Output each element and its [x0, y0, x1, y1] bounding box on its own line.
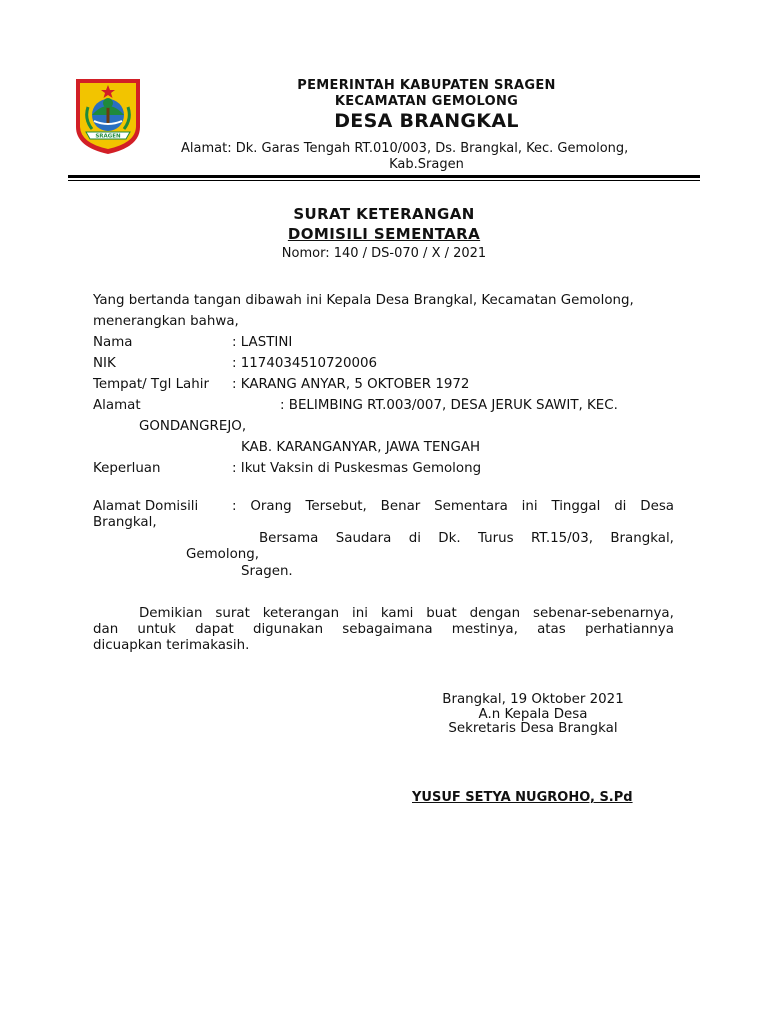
letter-title: SURAT KETERANGAN: [293, 205, 475, 223]
domisili-word: Tersebut,: [305, 499, 367, 514]
closing-line-2: [93, 622, 674, 637]
field-label-ttl: Tempat/ Tgl Lahir: [93, 377, 209, 392]
field-label-nama: Nama: [93, 335, 133, 350]
domisili-line-2: Brangkal,: [93, 515, 157, 530]
closing-word: buat: [426, 606, 457, 621]
closing-word: surat: [215, 606, 250, 621]
closing-word: kami: [380, 606, 414, 621]
field-value-alamat-1: : BELIMBING RT.003/007, DESA JERUK SAWIT, KEC.: [280, 398, 618, 413]
closing-word: ini: [352, 606, 368, 621]
closing-word: dan: [93, 622, 119, 637]
closing-word: atas: [537, 622, 566, 637]
intro-line-2: menerangkan bahwa,: [93, 314, 239, 329]
domisili-word: Dk.: [438, 531, 461, 546]
intro-line-1: Yang bertanda tangan dibawah ini Kepala Desa Brangkal, Kecamatan Gemolong,: [93, 293, 634, 308]
field-label-keperluan: Keperluan: [93, 461, 161, 476]
domisili-word: Benar: [380, 499, 421, 514]
field-value-alamat-3: KAB. KARANGANYAR, JAWA TENGAH: [241, 440, 481, 455]
closing-line-1: [139, 606, 674, 621]
domisili-word: Desa: [640, 499, 674, 514]
field-value-keperluan: : Ikut Vaksin di Puskesmas Gemolong: [232, 461, 482, 476]
header-district: KECAMATAN GEMOLONG: [334, 94, 519, 109]
closing-word: keterangan: [262, 606, 340, 621]
header-address-line1: Alamat: Dk. Garas Tengah RT.010/003, Ds. Brangkal, Kec. Gemolong,: [181, 141, 629, 156]
closing-word: digunakan: [252, 622, 324, 637]
closing-word: mestinya,: [451, 622, 518, 637]
domisili-word: Turus: [477, 531, 514, 546]
domisili-line-3: [259, 531, 674, 546]
signatory-name: YUSUF SETYA NUGROHO, S.Pd: [412, 790, 633, 805]
closing-word: Demikian: [139, 606, 203, 621]
closing-line-3: dicuapkan terimakasih.: [93, 638, 250, 653]
closing-word: untuk: [137, 622, 176, 637]
field-value-nama: : LASTINI: [232, 335, 293, 350]
domisili-word: Sementara: [434, 499, 508, 514]
domisili-line-4: Gemolong,: [186, 547, 260, 562]
signature-place-date: Brangkal, 19 Oktober 2021: [442, 692, 624, 707]
domisili-word: Orang: [250, 499, 292, 514]
field-label-domisili: Alamat Domisili: [93, 499, 199, 514]
field-value-nik: : 1174034510720006: [232, 356, 378, 371]
header-address-line2: Kab.Sragen: [389, 157, 464, 172]
domisili-word: RT.15/03,: [530, 531, 593, 546]
header-village: DESA BRANGKAL: [334, 110, 519, 132]
closing-word: dapat: [195, 622, 234, 637]
domisili-word: ini: [521, 499, 538, 514]
letter-subtitle: DOMISILI SEMENTARA: [287, 225, 481, 243]
domisili-word: di: [408, 531, 421, 546]
domisili-line-1: [232, 499, 674, 514]
closing-word: sebenar-sebenarnya,: [532, 606, 674, 621]
closing-word: sebagaimana: [342, 622, 433, 637]
header-government: PEMERINTAH KABUPATEN SRAGEN: [297, 78, 556, 93]
field-label-nik: NIK: [93, 356, 116, 371]
signature-role-1: A.n Kepala Desa: [478, 707, 588, 722]
domisili-word: Brangkal,: [610, 531, 674, 546]
domisili-word: di: [614, 499, 627, 514]
domisili-word: Saudara: [335, 531, 392, 546]
header-divider-thin: [68, 180, 700, 181]
field-value-alamat-2: GONDANGREJO,: [139, 419, 247, 434]
field-label-alamat: Alamat: [93, 398, 141, 413]
domisili-word: Bersama: [259, 531, 319, 546]
header-divider-thick: [68, 175, 700, 178]
logo-banner-text: SRAGEN: [95, 133, 121, 140]
letter-number: Nomor: 140 / DS-070 / X / 2021: [281, 246, 487, 261]
domisili-word: :: [232, 499, 237, 514]
closing-word: dengan: [469, 606, 521, 621]
domisili-line-5: Sragen.: [241, 564, 293, 579]
closing-word: perhatiannya: [584, 622, 674, 637]
signature-role-2: Sekretaris Desa Brangkal: [448, 721, 618, 736]
domisili-word: Tinggal: [551, 499, 601, 514]
field-value-ttl: : KARANG ANYAR, 5 OKTOBER 1972: [232, 377, 470, 392]
